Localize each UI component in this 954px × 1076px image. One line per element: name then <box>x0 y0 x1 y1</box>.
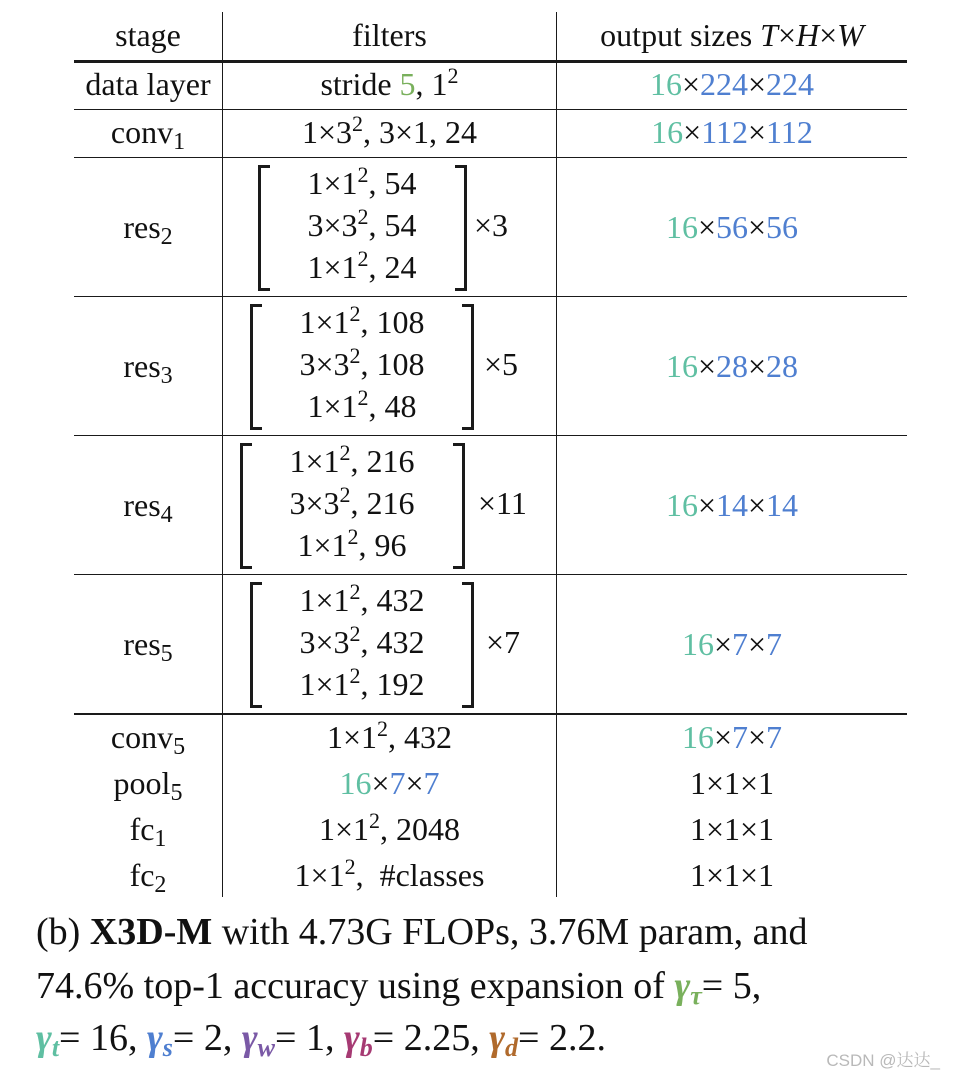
filter-text: , 216 <box>350 443 415 479</box>
stage-name: res <box>123 487 161 523</box>
times-symbol: × <box>748 348 767 384</box>
filter-text: 1×1 <box>289 443 340 479</box>
filter-text: 1×1 <box>307 388 358 424</box>
filter-text: , 48 <box>368 388 417 424</box>
stage-res4 <box>74 485 222 528</box>
output-t: 16 <box>665 487 698 523</box>
caption-line-1 <box>36 906 808 958</box>
output-res4 <box>557 485 907 525</box>
watermark: CSDN @达达_ <box>826 1051 940 1070</box>
gamma-d-subscript: d <box>505 1033 519 1062</box>
output-w: 224 <box>766 66 815 102</box>
output-h: 14 <box>716 487 748 523</box>
top-rule <box>74 60 907 63</box>
stage-subscript: 1 <box>173 129 186 155</box>
header-filters: filters <box>352 17 427 53</box>
output-w: 28 <box>766 348 799 384</box>
output-h: 56 <box>716 209 748 245</box>
gamma-d-symbol: γ <box>489 1017 506 1059</box>
right-bracket <box>462 304 474 430</box>
filter-data-layer <box>223 64 556 104</box>
gamma-tau-value: = 5, <box>701 965 762 1007</box>
filter-line <box>250 524 454 566</box>
stage-fc2 <box>74 855 222 898</box>
filter-text: 1×1 <box>307 249 358 285</box>
header-output-sizes <box>557 15 907 55</box>
times-symbol: × <box>713 719 732 755</box>
output-res5 <box>557 624 907 664</box>
gamma-t-subscript: t <box>51 1033 60 1062</box>
stage-name: res <box>123 209 161 245</box>
stage-fc1 <box>74 809 222 852</box>
filter-line <box>260 301 464 343</box>
filter-text: , 54 <box>368 207 417 243</box>
output-t: 16 <box>665 209 698 245</box>
filter-text: , 216 <box>350 485 415 521</box>
stage-pool5 <box>74 763 222 806</box>
exponent: 2 <box>357 162 369 187</box>
times-symbol: × <box>777 17 796 53</box>
filter-text: 3×3 <box>307 207 358 243</box>
stage-subscript: 3 <box>160 363 173 389</box>
header-t-symbol: T <box>760 17 778 53</box>
filter-line <box>260 663 464 705</box>
times-symbol: × <box>405 765 424 801</box>
header-stage: stage <box>115 17 181 53</box>
row-rule <box>74 296 907 297</box>
times-symbol: × <box>371 765 390 801</box>
filter-text: 1×1 <box>307 165 358 201</box>
filter-text: , 192 <box>360 666 425 702</box>
filter-line <box>260 621 464 663</box>
stage-res3 <box>74 346 222 389</box>
row-rule <box>74 574 907 575</box>
filter-text: 1×1 <box>297 527 348 563</box>
stage-subscript: 1 <box>154 826 167 852</box>
output-t: 16 <box>681 626 714 662</box>
exponent: 2 <box>339 482 351 507</box>
gamma-w-subscript: w <box>257 1033 276 1062</box>
filter-text: 1×1 <box>318 811 370 847</box>
stage-conv1 <box>74 112 222 155</box>
output-h: 224 <box>700 66 748 102</box>
exponent: 2 <box>357 385 369 410</box>
filter-text: 1×1 <box>299 582 350 618</box>
stage-name: fc <box>129 857 155 893</box>
gamma-tau-subscript: τ <box>690 981 702 1010</box>
gamma-s-symbol: γ <box>146 1017 163 1059</box>
filter-text: , 2048 <box>380 811 461 847</box>
filter-text: , 108 <box>360 346 425 382</box>
times-symbol: × <box>748 66 767 102</box>
filter-text: , 432 <box>388 719 453 755</box>
stage-name: fc <box>129 811 155 847</box>
filter-line <box>268 162 456 204</box>
stage-conv5 <box>74 717 222 760</box>
filter-text: , 432 <box>360 582 425 618</box>
stage-name: conv <box>110 719 174 755</box>
filter-fc2 <box>223 855 556 895</box>
header-h-symbol: H <box>796 17 820 53</box>
gamma-s-value: = 2, <box>172 1017 233 1059</box>
caption-text: with 4.73G FLOPs, 3.76M param, and <box>221 911 808 953</box>
filter-text: 1×3 <box>301 114 352 150</box>
output-pool5: 1×1×1 <box>689 765 775 801</box>
repeat-res3: ×5 <box>484 346 519 382</box>
res5-filter-block <box>260 579 464 705</box>
right-bracket <box>455 165 467 291</box>
caption-line-2 <box>36 960 761 1012</box>
filter-conv5 <box>223 717 556 757</box>
filter-line <box>260 579 464 621</box>
filter-pool5 <box>223 763 556 803</box>
exponent: 2 <box>347 524 359 549</box>
filter-text: 3×3 <box>289 485 340 521</box>
output-h: 7 <box>732 626 748 662</box>
repeat-res4: ×11 <box>478 485 527 521</box>
stage-name: res <box>123 348 161 384</box>
times-symbol: × <box>683 114 702 150</box>
filter-line <box>268 246 456 288</box>
row-rule <box>74 157 907 158</box>
gamma-tau-symbol: γ <box>674 965 691 1007</box>
gamma-d-value: = 2.2. <box>518 1017 606 1059</box>
exponent: 2 <box>357 204 369 229</box>
filter-text: 1×1 <box>299 666 350 702</box>
stage-subscript: 4 <box>160 502 173 528</box>
output-w: 7 <box>766 626 783 662</box>
filter-text: , 1 <box>415 66 448 102</box>
times-symbol: × <box>819 17 838 53</box>
filter-w: 7 <box>423 765 440 801</box>
exponent: 2 <box>349 343 361 368</box>
filter-text: 1×1 <box>294 857 345 893</box>
row-rule <box>74 713 907 715</box>
times-symbol: × <box>697 209 716 245</box>
stage-name: res <box>123 626 161 662</box>
filter-fc1 <box>223 809 556 849</box>
filter-t: 16 <box>339 765 372 801</box>
stride-value: 5 <box>399 66 416 102</box>
right-bracket <box>462 582 474 708</box>
times-symbol: × <box>748 719 767 755</box>
filter-text: , 432 <box>360 624 425 660</box>
output-t: 16 <box>649 66 682 102</box>
times-symbol: × <box>748 209 767 245</box>
output-data-layer <box>557 64 907 104</box>
stage-data-layer: data layer <box>85 66 211 102</box>
gamma-b-subscript: b <box>359 1033 373 1062</box>
header-w-symbol: W <box>837 17 864 53</box>
repeat-res5: ×7 <box>486 624 521 660</box>
gamma-b-symbol: γ <box>343 1017 360 1059</box>
stage-res5 <box>74 624 222 667</box>
exponent: 2 <box>349 579 361 604</box>
times-symbol: × <box>748 114 767 150</box>
output-t: 16 <box>681 719 714 755</box>
filter-text: , 108 <box>360 304 425 340</box>
exponent: 2 <box>352 111 363 136</box>
stage-subscript: 5 <box>160 641 173 667</box>
stage-name: pool <box>113 765 171 801</box>
filter-text: , 96 <box>358 527 407 563</box>
output-w: 7 <box>766 719 783 755</box>
filter-text: , 24 <box>368 249 417 285</box>
output-w: 56 <box>766 209 799 245</box>
filter-line <box>268 204 456 246</box>
exponent: 2 <box>344 854 356 879</box>
filter-line <box>260 343 464 385</box>
exponent: 2 <box>369 808 381 833</box>
output-h: 112 <box>701 114 748 150</box>
caption-text: 74.6% top-1 accuracy using expansion of <box>36 965 665 1007</box>
filter-text: , 54 <box>368 165 417 201</box>
filter-text: , 3×1, 24 <box>363 114 478 150</box>
stage-subscript: 2 <box>160 224 173 250</box>
output-res3 <box>557 346 907 386</box>
exponent: 2 <box>377 716 389 741</box>
times-symbol: × <box>748 487 767 523</box>
gamma-w-value: = 1, <box>275 1017 335 1059</box>
exponent: 2 <box>349 301 361 326</box>
output-h: 7 <box>732 719 748 755</box>
exponent: 2 <box>349 621 361 646</box>
output-t: 16 <box>651 114 684 150</box>
gamma-t-symbol: γ <box>36 1017 52 1059</box>
header-output-label: output sizes <box>600 17 753 53</box>
exponent: 2 <box>357 246 369 271</box>
repeat-res2: ×3 <box>474 207 509 243</box>
stage-subscript: 5 <box>173 734 186 760</box>
filter-line <box>260 385 464 427</box>
filter-text: stride <box>320 66 392 102</box>
res4-filter-block <box>250 440 454 566</box>
output-conv5 <box>557 717 907 757</box>
caption-model-name: X3D-M <box>89 911 213 953</box>
caption-label: (b) <box>36 911 81 953</box>
output-res2 <box>557 207 907 247</box>
stage-subscript: 5 <box>170 780 183 806</box>
output-w: 14 <box>766 487 799 523</box>
output-fc1: 1×1×1 <box>689 811 775 847</box>
output-h: 28 <box>716 348 748 384</box>
gamma-w-symbol: γ <box>241 1017 258 1059</box>
stage-res2 <box>74 207 222 250</box>
exponent: 2 <box>339 440 351 465</box>
gamma-s-subscript: s <box>162 1033 173 1062</box>
filter-h: 7 <box>389 765 406 801</box>
filter-text: , #classes <box>355 857 485 893</box>
output-conv1 <box>557 112 907 152</box>
output-w: 112 <box>766 114 813 150</box>
gamma-t-value: = 16, <box>59 1017 138 1059</box>
exponent: 2 <box>447 63 459 88</box>
stage-name: conv <box>110 114 174 150</box>
filter-text: 3×3 <box>299 346 350 382</box>
stage-subscript: 2 <box>154 872 167 898</box>
filter-line <box>250 482 454 524</box>
times-symbol: × <box>748 626 767 662</box>
times-symbol: × <box>681 66 700 102</box>
filter-text: 1×1 <box>299 304 350 340</box>
filter-text: 1×1 <box>326 719 378 755</box>
row-rule <box>74 109 907 110</box>
gamma-b-value: = 2.25, <box>372 1017 480 1059</box>
exponent: 2 <box>349 663 361 688</box>
times-symbol: × <box>697 487 716 523</box>
row-rule <box>74 435 907 436</box>
output-t: 16 <box>665 348 698 384</box>
caption-line-3 <box>36 1012 606 1064</box>
filter-text: 3×3 <box>299 624 350 660</box>
times-symbol: × <box>697 348 716 384</box>
filter-conv1 <box>223 112 556 152</box>
filter-line <box>250 440 454 482</box>
res2-filter-block <box>268 162 456 288</box>
res3-filter-block <box>260 301 464 427</box>
output-fc2: 1×1×1 <box>689 857 775 893</box>
right-bracket <box>453 443 465 569</box>
times-symbol: × <box>713 626 732 662</box>
